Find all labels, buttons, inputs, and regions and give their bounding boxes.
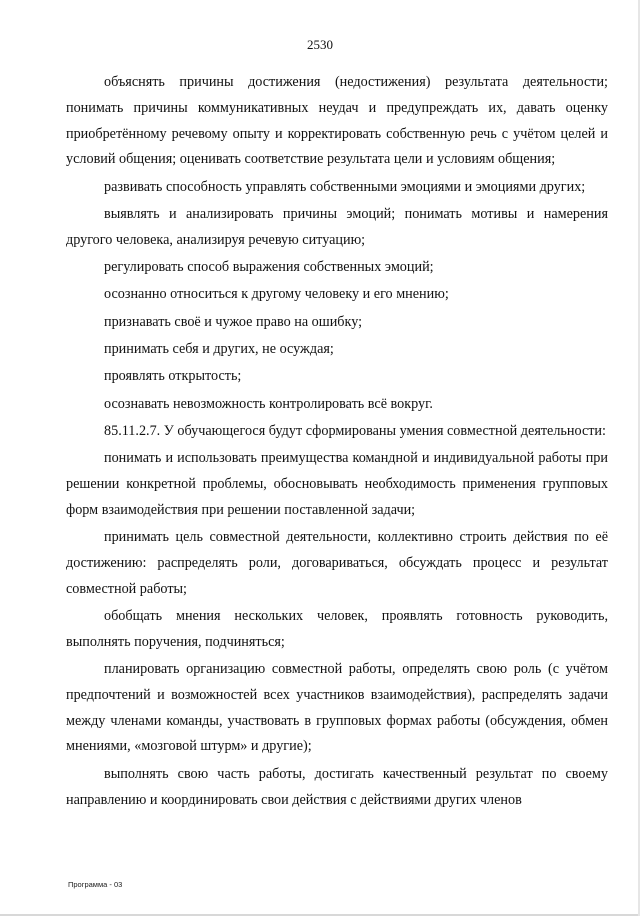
body-text xyxy=(66,70,608,815)
page-number: 2530 xyxy=(307,37,333,52)
paragraph: проявлять открытость; xyxy=(104,368,242,385)
paragraph: обобщать мнения нескольких человек, проявлять готовность руководить, выполнять поручения, подчиняться; xyxy=(66,607,608,650)
paragraph: принимать цель совместной деятельности, коллективно строить действия по её достижению: распределять роли, договариваться, обсуждать процесс и результат совместной работы; xyxy=(66,529,608,597)
paragraph: выполнять свою часть работы, достигать качественный результат по своему направлению и координировать свои действия с действиями других членов xyxy=(66,765,608,808)
paragraph: осознавать невозможность контролировать всё вокруг. xyxy=(104,395,433,412)
paragraph: регулировать способ выражения собственных эмоций; xyxy=(104,259,434,276)
paragraph: объяснять причины достижения (недостижения) результата деятельности; понимать причины коммуникативных неудач и предупреждать их, давать оценку приобретённому речевому опыту и корректировать собственную речь с учётом целей и условий общения; оценивать соответствие результата цели и условиям общения; xyxy=(66,74,608,168)
paragraph: развивать способность управлять собственными эмоциями и эмоциями других; xyxy=(104,178,586,195)
paragraph: принимать себя и других, не осуждая; xyxy=(104,340,334,357)
paragraph: понимать и использовать преимущества командной и индивидуальной работы при решении конкретной проблемы, обосновывать необходимость применения групповых форм взаимодействия при решении поставленной задачи; xyxy=(66,450,608,518)
section-heading-paragraph: 85.11.2.7. У обучающегося будут сформированы умения совместной деятельности: xyxy=(104,422,606,439)
paragraph: выявлять и анализировать причины эмоций; понимать мотивы и намерения другого человека, анализируя речевую ситуацию; xyxy=(66,205,608,248)
paragraph: признавать своё и чужое право на ошибку; xyxy=(104,313,363,330)
paragraph: осознанно относиться к другому человеку и его мнению; xyxy=(104,286,449,303)
paragraph: планировать организацию совместной работы, определять свою роль (с учётом предпочтений и возможностей всех участников взаимодействия), распределять задачи между членами команды, участвовать в групповых формах работы (обсуждения, обмен мнениями, «мозговой штурм» и другие); xyxy=(66,661,608,755)
footer-label: Программа - 03 xyxy=(68,880,123,889)
